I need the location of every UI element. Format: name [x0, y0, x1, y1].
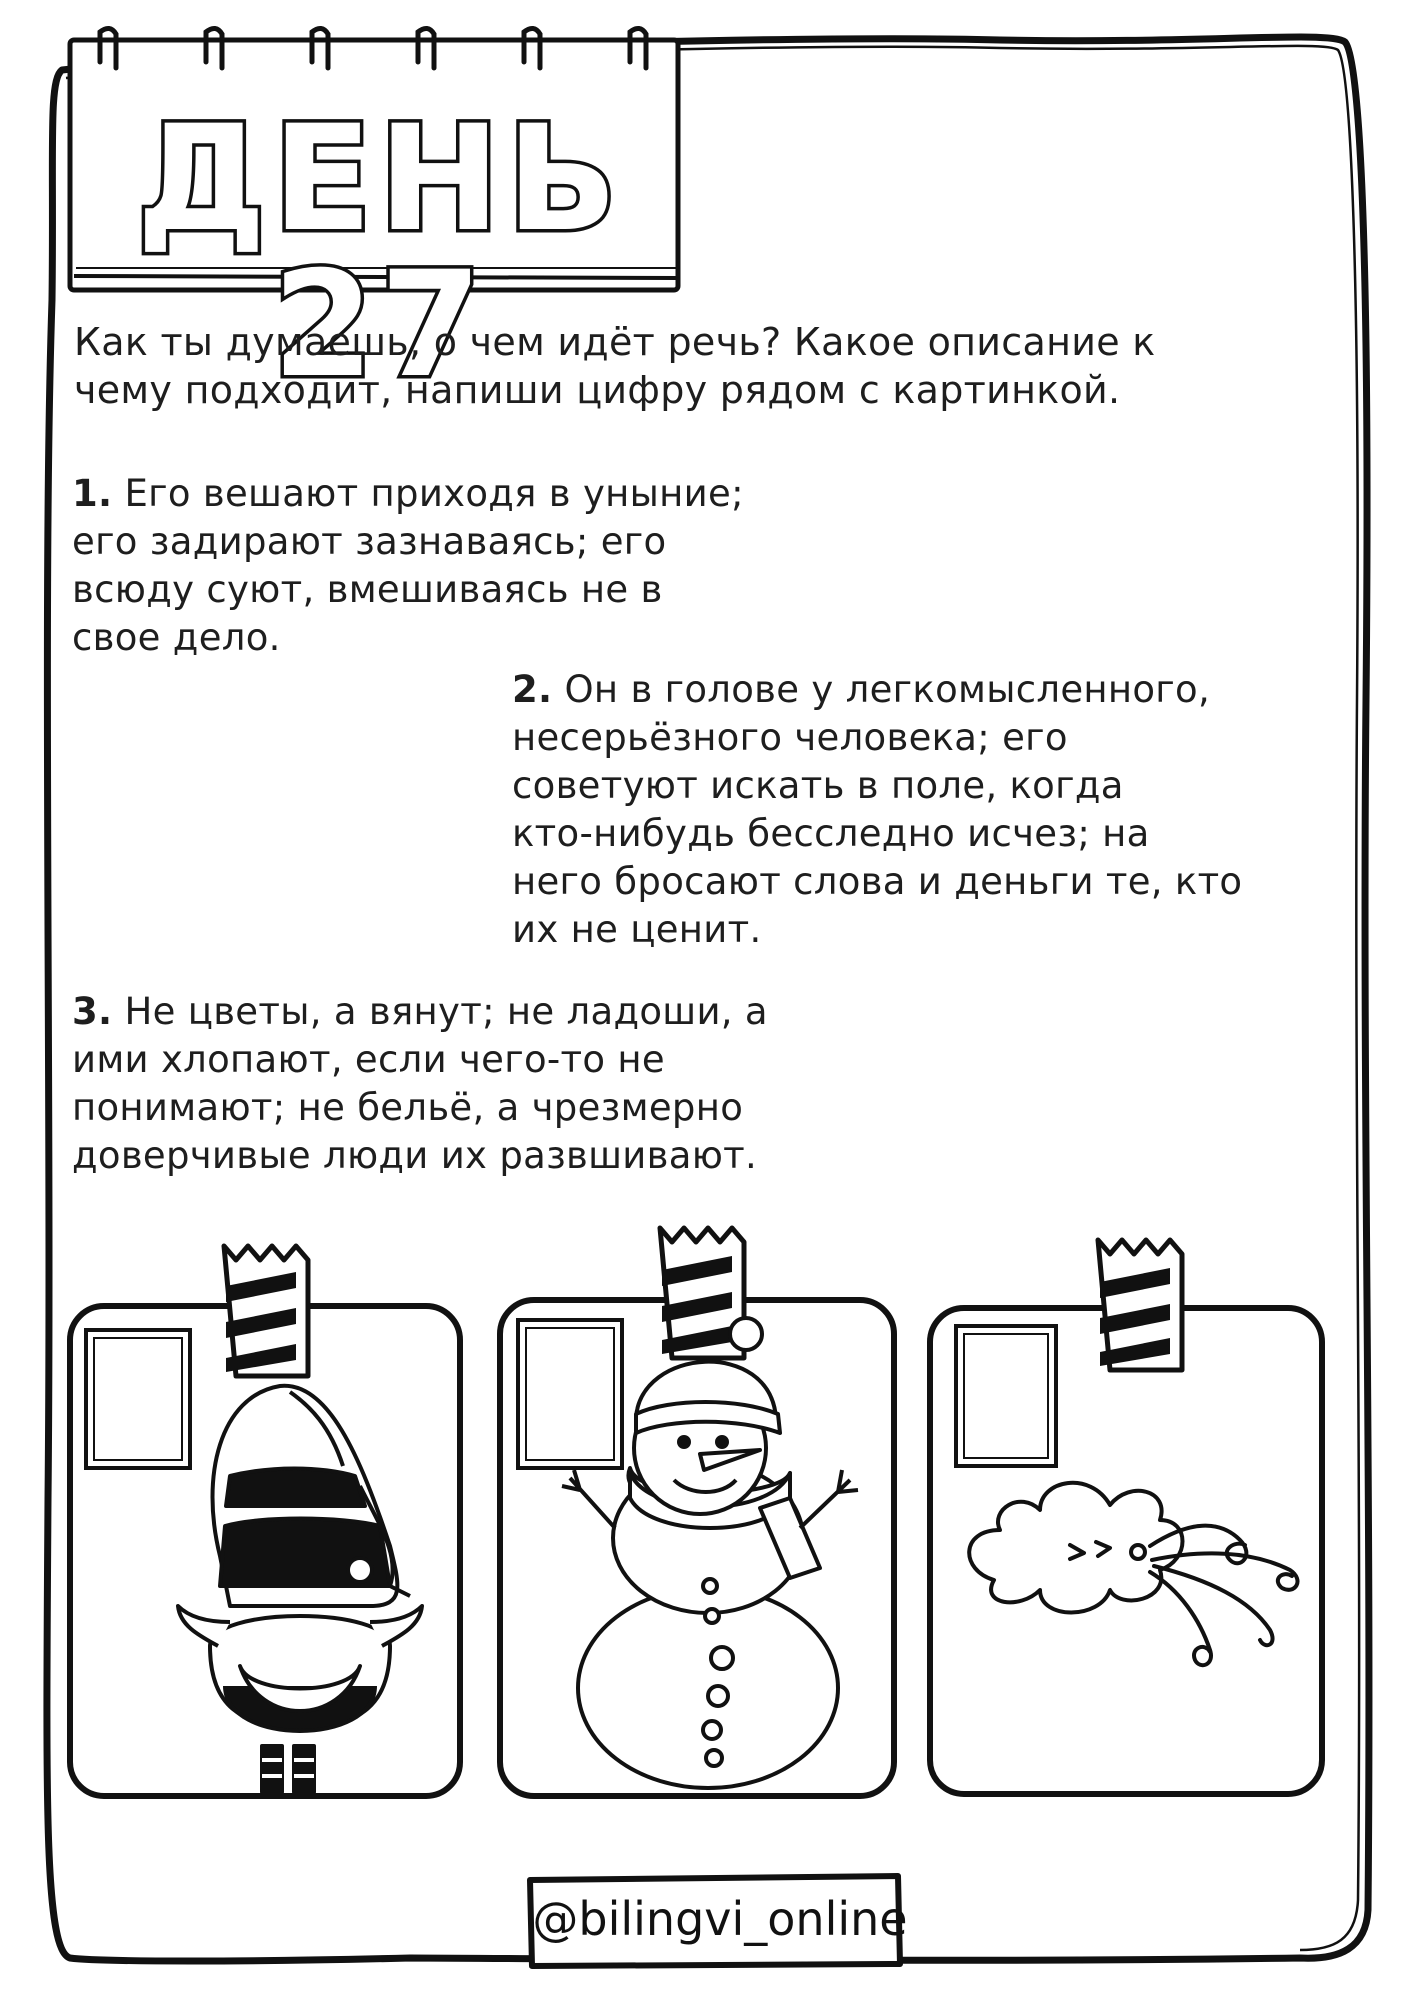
instruction-line-2: чему подходит, напиши цифру рядом с картинкой. — [74, 368, 1121, 412]
riddle-2-line-1: Он в голове у легкомысленного, — [564, 668, 1211, 711]
riddle-3-line-1: Не цветы, а вянут; не ладоши, а — [124, 990, 768, 1033]
answer-box-3[interactable] — [956, 1326, 1056, 1466]
answer-box-1[interactable] — [86, 1330, 190, 1468]
answer-box-2[interactable] — [518, 1320, 622, 1468]
day-title: ДЕНЬ 27 — [136, 94, 624, 410]
riddle-2-line-2: несерьёзного человека; его — [512, 716, 1068, 759]
riddle-1 — [72, 470, 812, 662]
instruction-text — [74, 318, 1314, 414]
picture-card-1 — [60, 1226, 480, 1816]
riddle-2 — [512, 666, 1352, 954]
riddle-2-line-3: советуют искать в поле, когда — [512, 764, 1124, 807]
picture-card-2 — [490, 1218, 910, 1816]
riddle-2-line-5: него бросают слова и деньги те, кто — [512, 860, 1243, 903]
riddle-1-line-3: всюду суют, вмешиваясь не в — [72, 568, 663, 611]
riddle-3-number: 3. — [72, 990, 113, 1033]
riddle-1-number: 1. — [72, 472, 113, 515]
riddle-2-line-6: их не ценит. — [512, 908, 762, 951]
riddle-3-line-4: доверчивые люди их развшивают. — [72, 1134, 758, 1177]
washi-tape-icon — [1098, 1240, 1182, 1370]
riddle-1-line-4: свое дело. — [72, 616, 281, 659]
riddle-3-line-2: ими хлопают, если чего-то не — [72, 1038, 665, 1081]
riddle-2-number: 2. — [512, 668, 553, 711]
riddle-1-line-1: Его вешают приходя в уныние; — [124, 472, 744, 515]
instruction-line-1: Как ты думаешь, о чем идёт речь? Какое описание к — [74, 320, 1156, 364]
riddle-1-line-2: его задирают зазнаваясь; его — [72, 520, 667, 563]
riddle-2-line-4: кто-нибудь бесследно исчез; на — [512, 812, 1150, 855]
washi-tape-icon — [224, 1246, 308, 1376]
riddle-3-line-3: понимают; не бельё, а чрезмерно — [72, 1086, 744, 1129]
riddle-3 — [72, 988, 932, 1180]
picture-card-3 — [920, 1220, 1340, 1816]
social-handle: @bilingvi_online — [532, 1892, 908, 1946]
